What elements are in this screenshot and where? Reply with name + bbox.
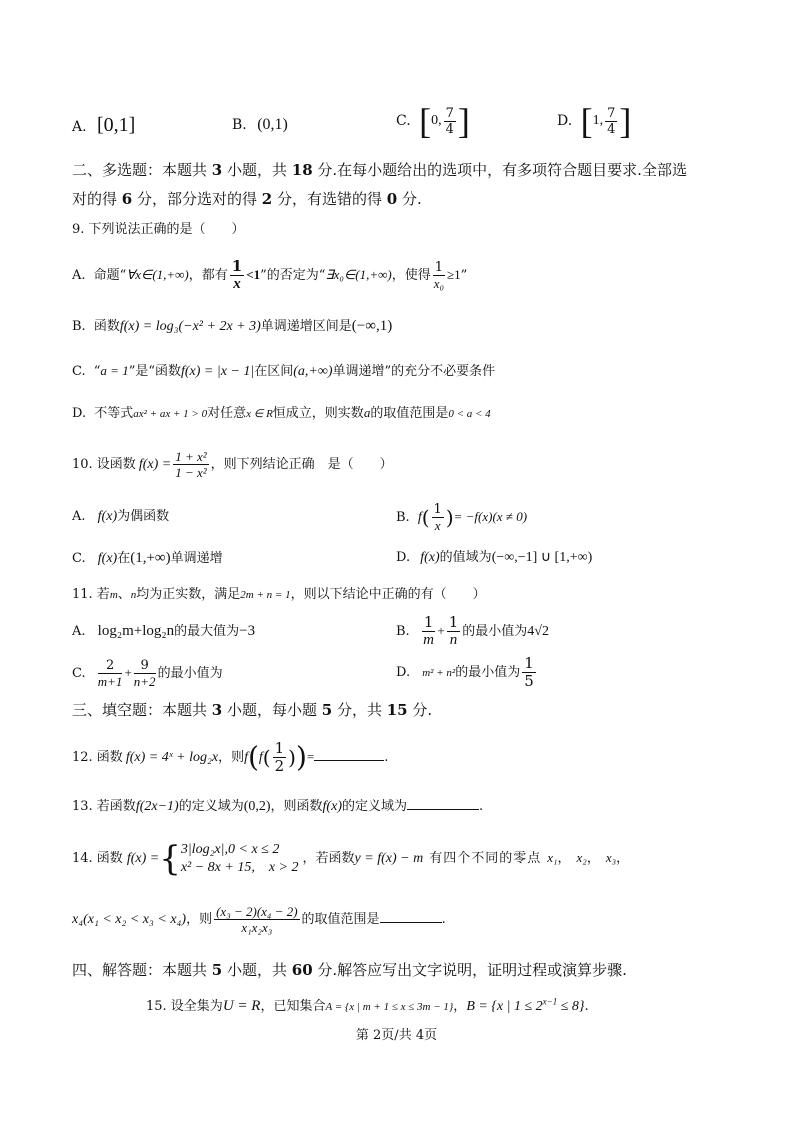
q8-option-d: D. [1, $\frac{7}{4}$ ]: [557, 101, 632, 141]
question-9-option-c: C. “a = 1”是“函数f(x) = |x − 1|在区间(a,+∞)单调递增”的充分不必要条件: [72, 363, 496, 379]
question-9-option-a: A. 命题“∀x∈(1,+∞)，都有 $\frac{1}{x}$ <1”的否定为“∃x₀∈(1,+∞)，使得 $\frac{1}{\text{x₀}}$ ≥1”: [72, 257, 468, 292]
q8-option-a: [72, 110, 135, 140]
question-11-option-a: A. log₂m+log₂n的最大值为−3: [72, 623, 256, 639]
question-14-line-2: x₄(x₁ < x₂ < x₃ < x₄)，则 $\frac{\text{(x₃ − 2)(x₄ − 2)}}{\text{x₁x₂x₃}}$ 的取值范围是 .: [72, 904, 446, 935]
question-15: 15. 设全集为U = R，已知集合A = {x | m + 1 ≤ x ≤ 3m − 1}，B = {x | $1 \le 2^{x-1} \le 8$}.: [146, 996, 589, 1014]
option-math: 1,: [592, 113, 604, 128]
section-4-heading: 四、解答题：本题共 5 小题，共 60 分.解答应写出文字说明，证明过程或演算步骤.: [72, 961, 627, 979]
question-11-stem: 11. 若m、n均为正实数，满足2m + n = 1，则以下结论中正确的有（ ）: [72, 587, 486, 602]
question-11-option-b: B. $\frac{1}{m}$ + $\frac{1}{n}$ 的最小值为4√2: [396, 613, 549, 648]
question-14-line-1: 14. 函数 f(x) ={ 3|log₂x|,0 < x ≤ 2 x² − 8x + 15, x > 2 ，若函数y = f(x) − m 有四个不同的零点 x₁， x₂， x₃，: [72, 838, 630, 879]
question-11-option-d: D. m² + n²的最小值为 $\frac{1}{5}$: [396, 654, 534, 690]
question-12: 12. 函数 f(x) = 4ˣ + log₂x，则f(f( $\frac{1}{2}$ ))= .: [72, 739, 389, 775]
question-9-option-b: B. 函数f(x) = log₃(−x² + 2x + 3)单调递增区间是(−∞,1): [72, 318, 393, 334]
option-label: A.: [72, 119, 87, 135]
question-10-option-a: A. f(x)为偶函数: [72, 509, 170, 524]
fraction-numerator: 7: [445, 105, 454, 121]
fraction-denominator: 4: [445, 121, 454, 137]
question-13: 13. 若函数f(2x−1)的定义域为(0,2)，则函数f(x)的定义域为 .: [72, 799, 484, 814]
section-3-heading: 三、填空题：本题共 3 小题，每小题 5 分，共 15 分.: [72, 701, 433, 719]
fraction-denominator: 4: [607, 121, 616, 137]
fraction-numerator: 7: [607, 105, 616, 121]
question-10-stem: 10. 设函数 f(x) = $\frac{\text{1 + x²}}{\text{1 − x²}}$ ，则下列结论正确 是（ ）: [72, 449, 393, 480]
question-9-stem: 9. 下列说法正确的是（ ）: [72, 222, 245, 237]
answer-blank[interactable]: [407, 809, 479, 810]
page-footer: 第 2页/共 4页: [355, 1028, 438, 1043]
question-10-option-d: D. f(x)的值域为(−∞,−1] ∪ [1,+∞): [396, 550, 593, 565]
question-11-option-c: C. $\frac{2}{m+1}$ + $\frac{9}{n+2}$ 的最小值为: [72, 658, 223, 689]
option-math: 0,: [431, 113, 442, 128]
q8-option-c: C. [0, $\frac{7}{4}$ ]: [396, 101, 470, 141]
option-math: (0,1): [257, 116, 288, 133]
answer-blank[interactable]: [314, 760, 384, 761]
question-9-option-d: D. 不等式ax² + ax + 1 > 0对任意x ∈ R恒成立，则实数a的取值范围是0 < a < 4: [72, 405, 491, 421]
section-2-heading-line-2: 对的得 6 分，部分选对的得 2 分，有选错的得 0 分.: [72, 190, 422, 208]
question-10-option-c: C. f(x)在(1,+∞)单调递增: [72, 550, 223, 566]
answer-blank[interactable]: [380, 922, 442, 923]
option-label: D.: [557, 113, 573, 129]
question-10-option-b: B. f( $\frac{1}{x}$ )= −f(x)(x ≠ 0): [396, 502, 528, 533]
section-2-heading-line-1: 二、多选题：本题共 3 小题，共 18 分.在每小题给出的选项中，有多项符合题目要求.全部选: [72, 161, 687, 179]
option-math: [0,1]: [97, 114, 136, 136]
q8-option-b: [232, 110, 288, 140]
option-label: C.: [396, 113, 411, 129]
option-label: B.: [232, 117, 247, 133]
